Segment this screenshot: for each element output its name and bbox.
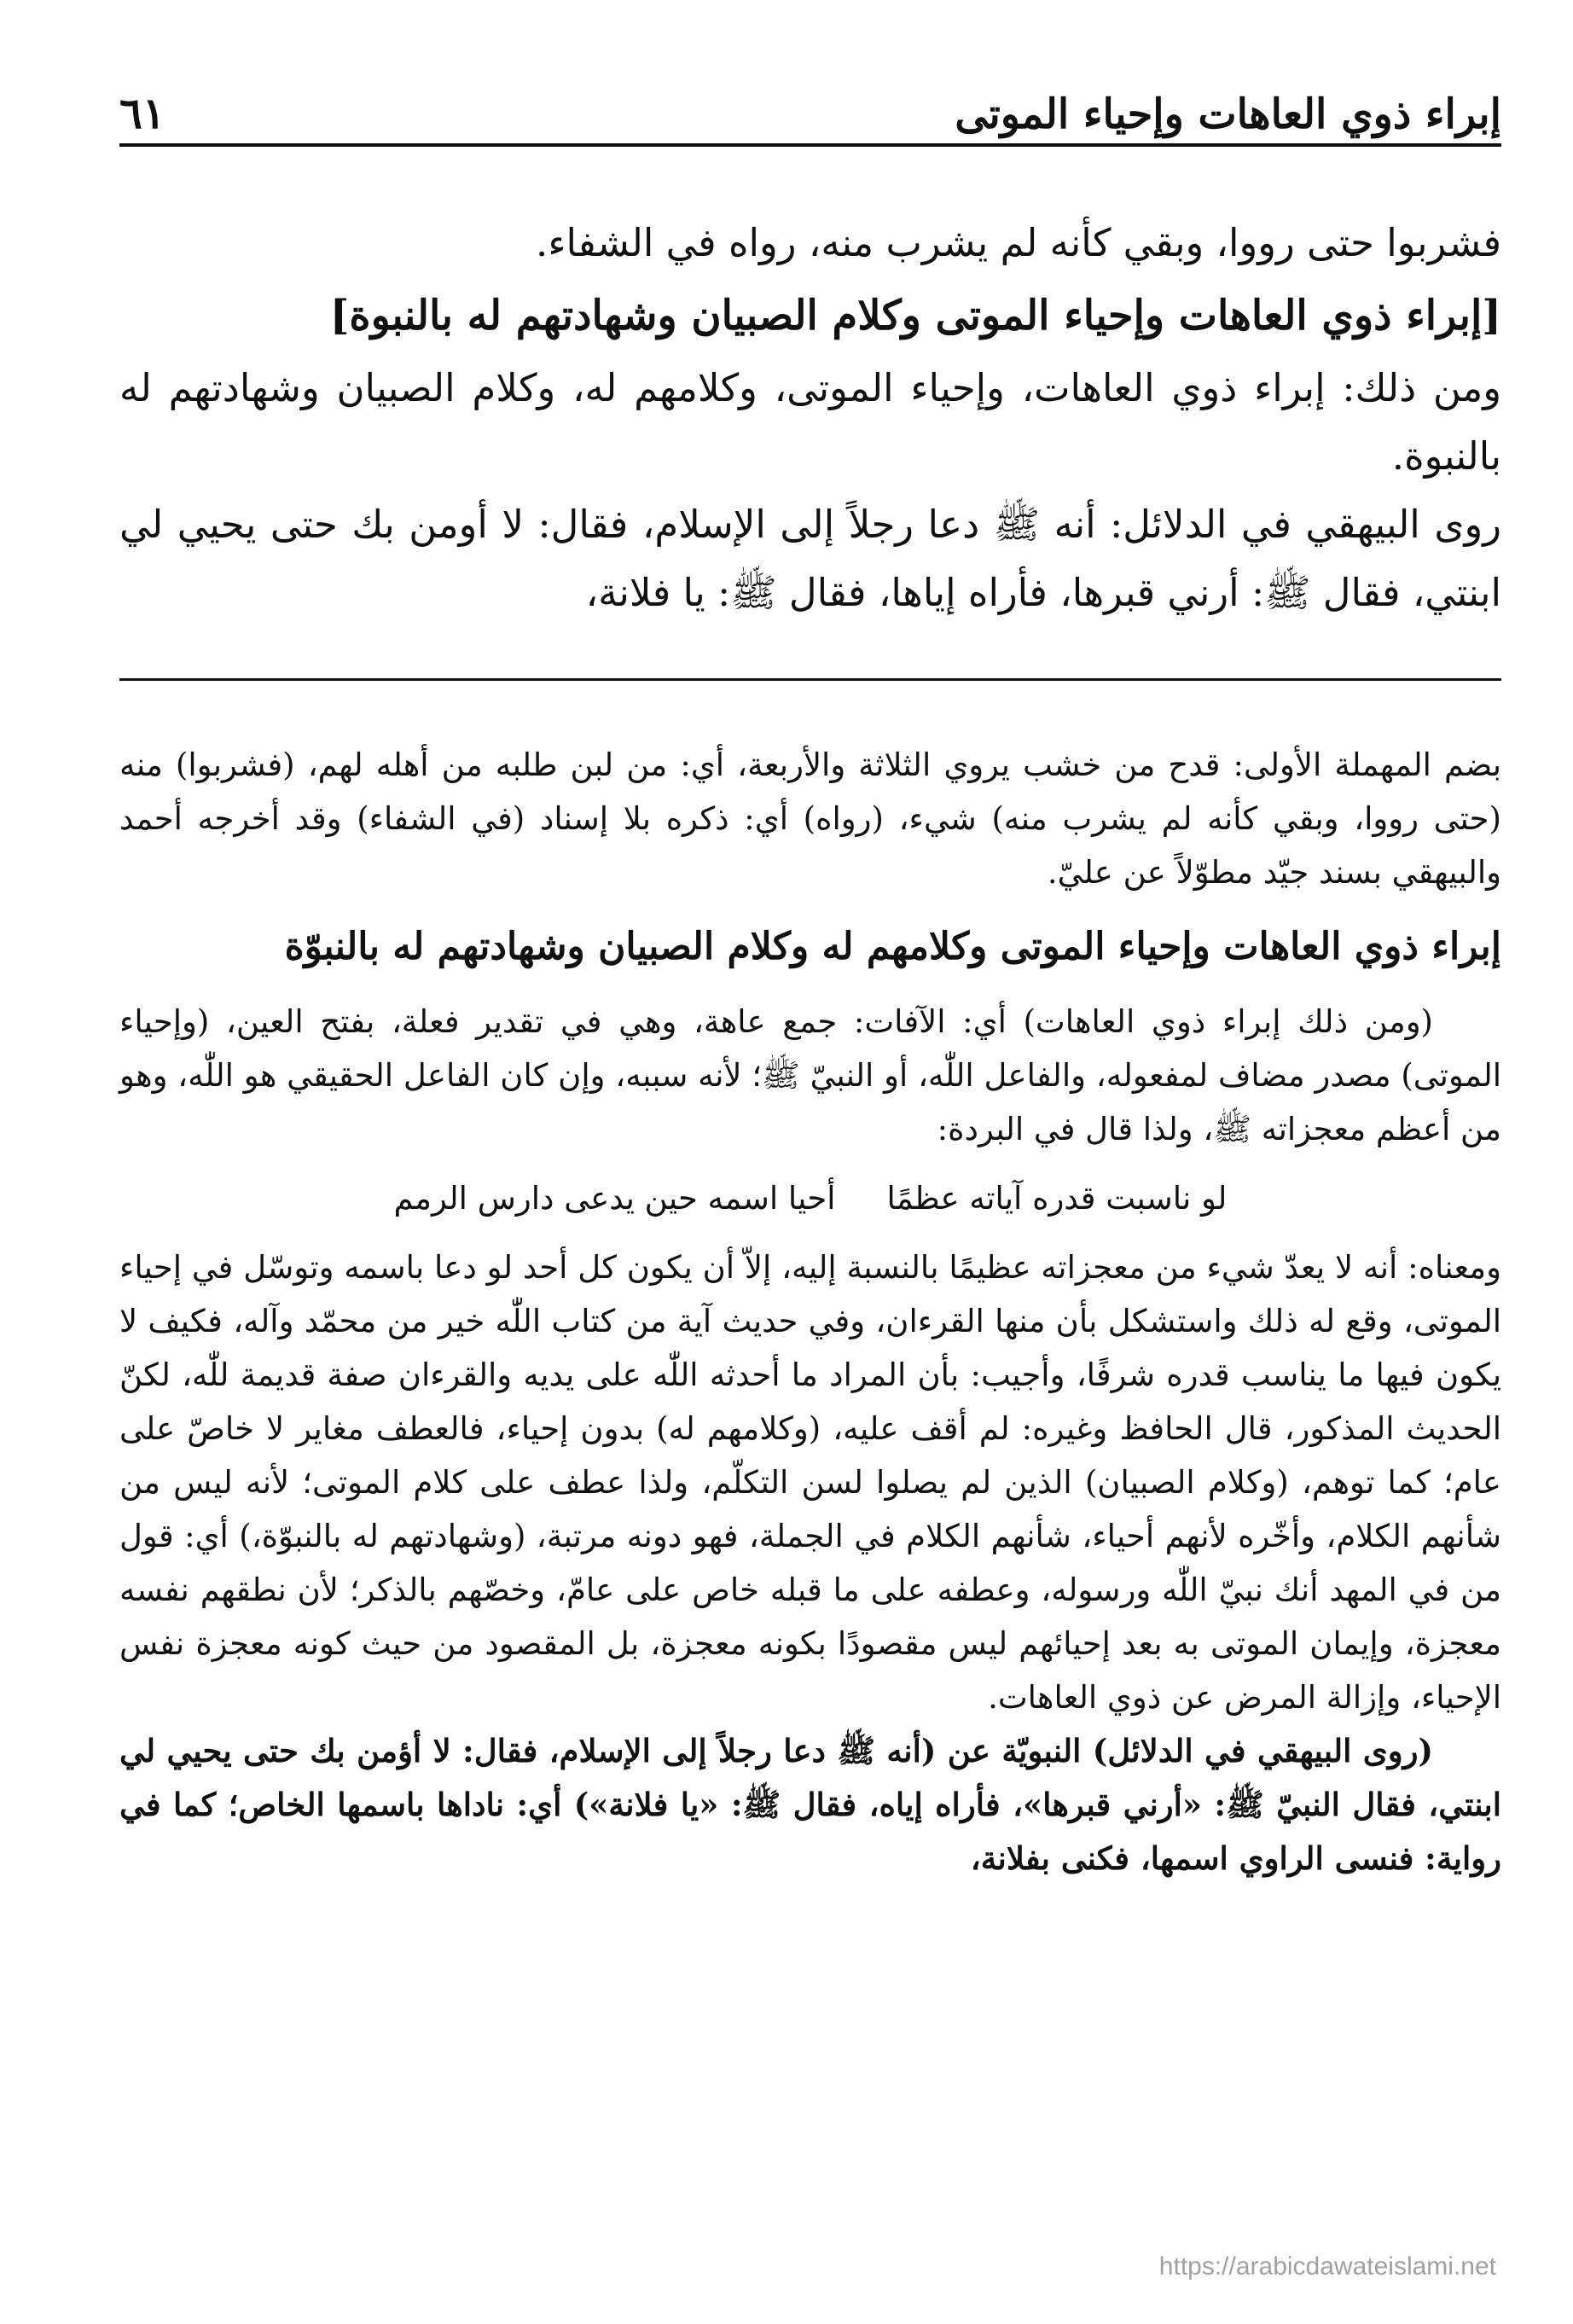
verse-hemistich-right: لو ناسبت قدره آياته عظمًا	[886, 1180, 1228, 1217]
commentary-paragraph: ومعناه: أنه لا يعدّ شيء من معجزاته عظيمًا بالنسبة إليه، إلاّ أن يكون كل أحد لو دعا باسمه وتوسّل في إحياء الموتى، وقع له ذلك واستشكل بأن منها القرءان، وفي حديث آية من كتاب اللّٰه خير من محمّد وآله، فكيف لا يكون فيها ما يناسب قدره شرفًا، وأجيب: بأن المراد ما أحدثه اللّٰه على يديه والقرءان صفة قديمة للّٰه، لكنّ الحديث المذكور، قال الحافظ وغيره: لم أقف عليه، (وكلامهم له) بدون إحياء، فالعطف مغاير لا خاصّ على عام؛ كما توهم، (وكلام الصبيان) الذين لم يصلوا لسن التكلّم، ولذا عطف على كلام الموتى؛ لأنه ليس من شأنهم الكلام، وأخّره لأنهم أحياء، شأنهم الكلام في الجملة، فهو دونه مرتبة، (وشهادتهم له بالنبوّة،) أي: قول من في المهد أنك نبيّ اللّٰه ورسوله، وعطفه على ما قبله خاص على عامّ، وخصّهم بالذكر؛ لأن نطقهم نفسه معجزة، وإيمان الموتى به بعد إحيائهم ليس مقصودًا بكونه معجزة، بل المقصود من حيث كونه معجزة نفس الإحياء، وإزالة المرض عن ذوي العاهات.	[119, 1249, 1501, 1716]
matn-heading: [إبراء ذوي العاهات وإحياء الموتى وكلام الصبيان وشهادتهم له بالنبوة]	[329, 292, 1501, 340]
matn-line: فشربوا حتى رووا، وبقي كأنه لم يشرب منه، رواه في الشفاء.	[536, 220, 1501, 265]
commentary-paragraph: بضم المهملة الأولى: قدح من خشب يروي الثلاثة والأربعة، أي: من لبن طلبه من أهله لهم، (فشربوا) منه (حتى رووا، وبقي كأنه لم يشرب منه) شيء، (رواه) أي: ذكره بلا إسناد (في الشفاء) وقد أخرجه أحمد والبيهقي بسند جيّد مطوّلاً عن عليّ.	[119, 747, 1501, 891]
commentary-paragraph: (روى البيهقي في الدلائل) النبويّة عن (أنه ﷺ دعا رجلاً إلى الإسلام، فقال: لا أؤمن بك حتى يحيي لي ابنتي، فقال النبيّ ﷺ: «أرني قبرها»، فأراه إياه، فقال ﷺ: «يا فلانة») أي: ناداها باسمها الخاص؛ كما في رواية: فنسى الراوي اسمها، فكنى بفلانة،	[119, 1732, 1501, 1877]
verse-hemistich-left: أحيا اسمه حين يدعى دارس الرمم	[393, 1180, 836, 1217]
matn-paragraph: روى البيهقي في الدلائل: أنه ﷺ دعا رجلاً إلى الإسلام، فقال: لا أومن بك حتى يحيي لي ابنتي، فقال ﷺ: أرني قبرها، فأراه إياها، فقال ﷺ: يا فلانة،	[119, 502, 1501, 615]
running-title: إبراء ذوي العاهات وإحياء الموتى	[955, 90, 1501, 138]
matn-paragraph: ومن ذلك: إبراء ذوي العاهات، وإحياء الموتى، وكلامهم له، وكلام الصبيان وشهادتهم له بالنبوة.	[119, 365, 1501, 479]
page-number: ٦١	[119, 88, 165, 138]
commentary-heading: إبراء ذوي العاهات وإحياء الموتى وكلامهم له وكلام الصبيان وشهادتهم له بالنبوّة	[284, 925, 1501, 968]
page-header	[119, 78, 1501, 138]
commentary-paragraph: (ومن ذلك إبراء ذوي العاهات) أي: الآفات: جمع عاهة، وهي في تقدير فعلة، بفتح العين، (وإحياء الموتى) مصدر مضاف لمفعوله، والفاعل اللّٰه، أو النبيّ ﷺ؛ لأنه سببه، وإن كان الفاعل الحقيقي هو اللّٰه، وهو من أعظم معجزاته ﷺ، ولذا قال في البردة:	[119, 1003, 1501, 1147]
separator-rule	[119, 678, 1501, 681]
commentary-text	[119, 738, 1501, 1885]
main-text	[119, 209, 1501, 627]
poetry-verse	[119, 1171, 1501, 1225]
header-rule	[119, 143, 1501, 147]
watermark: https://arabicdawateislami.net	[1158, 2252, 1496, 2280]
